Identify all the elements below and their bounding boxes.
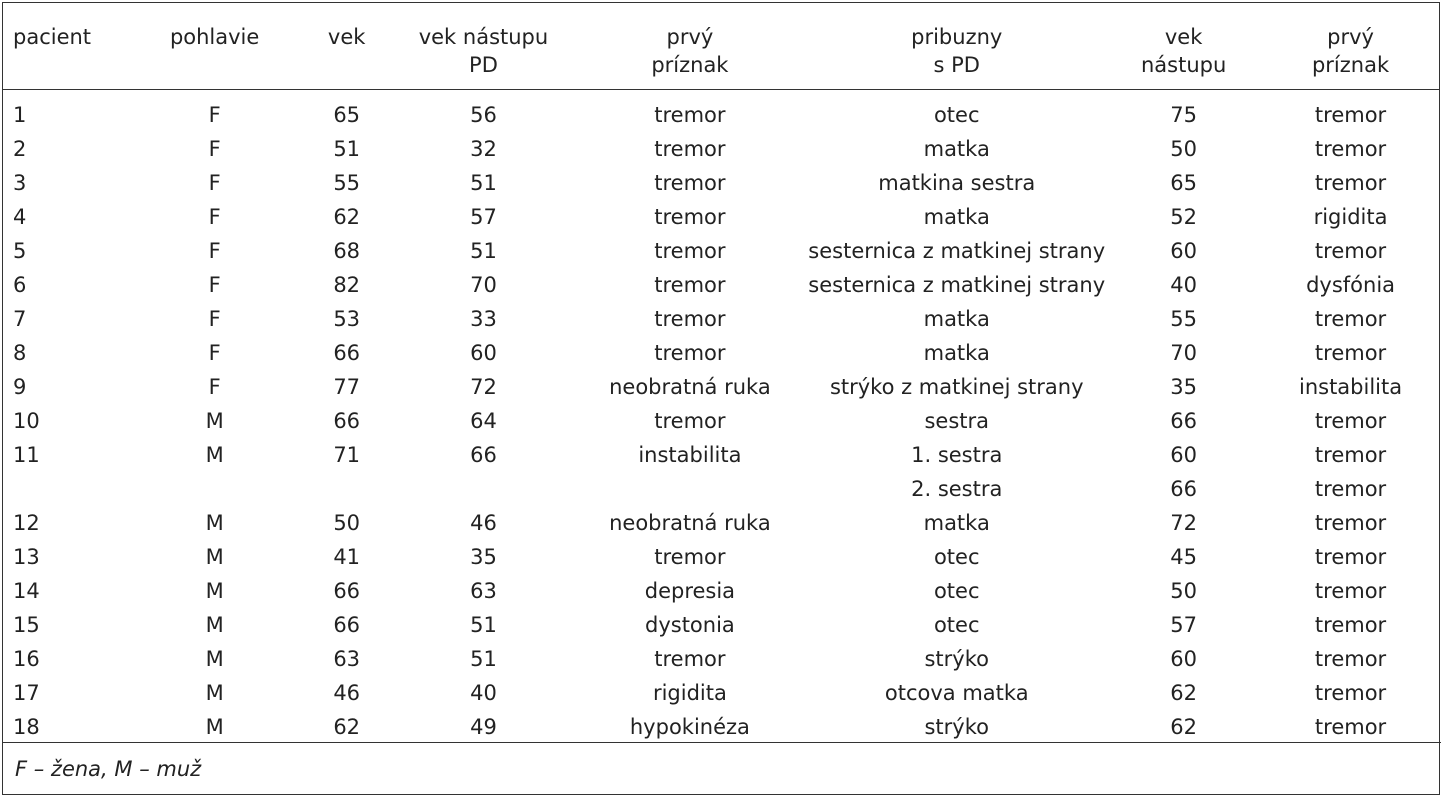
table-cell: tremor xyxy=(1314,409,1387,433)
table-cell: 18 xyxy=(13,715,40,739)
column-header xyxy=(1105,23,1262,90)
table-cell: 41 xyxy=(333,545,361,569)
table-cell xyxy=(3,472,131,506)
table-cell: otcova matka xyxy=(884,681,1029,705)
table-cell: F xyxy=(208,239,221,263)
table-cell: 13 xyxy=(13,545,40,569)
table-cell: 2 xyxy=(13,137,27,161)
table-cell: F xyxy=(208,307,221,331)
table-cell: 52 xyxy=(1170,205,1197,229)
table-cell: tremor xyxy=(1314,477,1387,501)
table-cell: 16 xyxy=(13,647,40,671)
table-row xyxy=(3,472,1439,506)
table-cell: instabilita xyxy=(1298,375,1403,399)
table-cell: otec xyxy=(933,103,980,127)
table-cell: 3 xyxy=(13,171,27,195)
table-cell: 51 xyxy=(470,613,497,637)
table-cell xyxy=(572,472,809,506)
column-header-line: s PD xyxy=(933,53,980,77)
table-cell: 66 xyxy=(333,613,361,637)
table-cell: neobratná ruka xyxy=(609,511,771,535)
table-cell: tremor xyxy=(654,205,726,229)
column-header xyxy=(3,23,131,90)
table-cell: strýko z matkinej strany xyxy=(829,375,1084,399)
table-row xyxy=(3,404,1439,438)
table-cell: 82 xyxy=(333,273,361,297)
footnote: F – žena, M – muž xyxy=(15,757,202,781)
table-cell: tremor xyxy=(1314,681,1387,705)
table-cell: tremor xyxy=(1314,715,1387,739)
table-cell: 56 xyxy=(470,103,497,127)
table-row xyxy=(3,370,1439,404)
table-cell: 60 xyxy=(470,341,497,365)
table-cell: M xyxy=(205,511,224,535)
table-cell: 68 xyxy=(333,239,361,263)
table-cell: tremor xyxy=(1314,545,1387,569)
table-row xyxy=(3,540,1439,574)
table-cell: 55 xyxy=(333,171,361,195)
table-cell: tremor xyxy=(654,341,726,365)
table-cell: strýko xyxy=(924,647,989,671)
table-cell: 72 xyxy=(470,375,497,399)
table-cell xyxy=(395,472,571,506)
column-header-line: nástupu xyxy=(1140,53,1227,77)
column-header-line: vek xyxy=(327,25,366,49)
table-cell: tremor xyxy=(654,307,726,331)
table-cell: F xyxy=(208,103,221,127)
table-cell: 51 xyxy=(333,137,361,161)
table-cell: M xyxy=(205,681,224,705)
table-cell: F xyxy=(208,375,221,399)
table-cell: sestra xyxy=(924,409,989,433)
table-cell: 60 xyxy=(1170,647,1197,671)
table-row xyxy=(3,676,1439,710)
table-cell: 50 xyxy=(1170,137,1197,161)
table-cell: 64 xyxy=(470,409,497,433)
table-cell: rigidita xyxy=(1313,205,1388,229)
column-header xyxy=(808,23,1105,90)
table-cell: 45 xyxy=(1170,545,1197,569)
table-cell: matka xyxy=(923,137,990,161)
table-cell: 9 xyxy=(13,375,27,399)
table-cell: M xyxy=(205,647,224,671)
table-cell: 46 xyxy=(333,681,361,705)
table-cell: 35 xyxy=(1170,375,1197,399)
table-cell: tremor xyxy=(1314,511,1387,535)
table-cell: F xyxy=(208,171,221,195)
column-header-line: vek xyxy=(1164,25,1203,49)
table-cell: 33 xyxy=(470,307,497,331)
table-cell: tremor xyxy=(1314,647,1387,671)
table-row xyxy=(3,132,1439,166)
table-cell: tremor xyxy=(654,171,726,195)
column-header-line: vek nástupu xyxy=(418,25,549,49)
table-cell: 77 xyxy=(333,375,361,399)
table-header xyxy=(3,23,1439,90)
table-row xyxy=(3,166,1439,200)
table-cell: instabilita xyxy=(638,443,742,467)
table-cell: otec xyxy=(933,613,980,637)
table-row xyxy=(3,90,1439,133)
table-cell: 17 xyxy=(13,681,40,705)
column-header-line: pohlavie xyxy=(169,25,260,49)
table-row xyxy=(3,438,1439,472)
table-cell: matka xyxy=(923,307,990,331)
table-body xyxy=(3,90,1439,745)
table-cell: 51 xyxy=(470,647,497,671)
table-cell: tremor xyxy=(1314,239,1387,263)
table-row xyxy=(3,200,1439,234)
table-cell: 4 xyxy=(13,205,27,229)
patients-table xyxy=(3,23,1439,744)
table-row xyxy=(3,574,1439,608)
column-header xyxy=(572,23,809,90)
table-row xyxy=(3,642,1439,676)
header-row xyxy=(3,23,1439,90)
table-cell: M xyxy=(205,613,224,637)
column-header-line: prvý xyxy=(1327,25,1374,49)
table-cell: tremor xyxy=(1314,103,1387,127)
table-cell: matkina sestra xyxy=(878,171,1036,195)
table-cell: otec xyxy=(933,545,980,569)
column-header-line: pacient xyxy=(13,25,92,49)
table-cell: 70 xyxy=(470,273,497,297)
table-cell: 32 xyxy=(470,137,497,161)
table-cell: tremor xyxy=(654,545,726,569)
table-cell: tremor xyxy=(1314,307,1387,331)
table-cell: 66 xyxy=(333,341,361,365)
table-cell: 11 xyxy=(13,443,40,467)
table-row xyxy=(3,302,1439,336)
table-cell: neobratná ruka xyxy=(609,375,771,399)
table-cell: tremor xyxy=(654,647,726,671)
table-cell: matka xyxy=(923,511,990,535)
table-cell: 62 xyxy=(1170,681,1197,705)
table-cell: 6 xyxy=(13,273,27,297)
column-header-line: príznak xyxy=(651,53,729,77)
table-cell: 35 xyxy=(470,545,497,569)
table-cell: 51 xyxy=(470,239,497,263)
table-cell: 14 xyxy=(13,579,40,603)
column-header xyxy=(395,23,571,90)
table-cell: 66 xyxy=(1170,477,1197,501)
table-cell: 63 xyxy=(333,647,361,671)
table-cell: 53 xyxy=(333,307,361,331)
table-cell: 1 xyxy=(13,103,27,127)
table-cell: 5 xyxy=(13,239,27,263)
table-cell: 60 xyxy=(1170,239,1197,263)
table-cell: strýko xyxy=(924,715,989,739)
table-cell: tremor xyxy=(654,103,726,127)
table-cell: tremor xyxy=(1314,613,1387,637)
column-header-line: PD xyxy=(469,53,498,77)
table-cell: rigidita xyxy=(652,681,727,705)
table-cell: 71 xyxy=(333,443,361,467)
table-cell: 62 xyxy=(333,715,361,739)
table-cell: 50 xyxy=(333,511,361,535)
table-row xyxy=(3,608,1439,642)
table-cell: tremor xyxy=(1314,171,1387,195)
table-cell: 57 xyxy=(470,205,497,229)
table-cell: 60 xyxy=(1170,443,1197,467)
table-cell xyxy=(298,472,395,506)
table-cell: 40 xyxy=(1170,273,1197,297)
table-cell: 46 xyxy=(470,511,497,535)
table-frame xyxy=(2,2,1440,795)
table-cell: 1. sestra xyxy=(911,443,1003,467)
table-cell: M xyxy=(205,545,224,569)
table-cell: tremor xyxy=(1314,341,1387,365)
table-cell: M xyxy=(205,443,224,467)
table-cell: 40 xyxy=(470,681,497,705)
column-header xyxy=(1262,23,1439,90)
table-cell: F xyxy=(208,137,221,161)
table-cell: matka xyxy=(923,205,990,229)
table-cell: F xyxy=(208,205,221,229)
table-cell: tremor xyxy=(1314,579,1387,603)
table-cell: 7 xyxy=(13,307,27,331)
table-cell: 65 xyxy=(333,103,361,127)
table-cell: 62 xyxy=(333,205,361,229)
table-cell: 72 xyxy=(1170,511,1197,535)
table-cell: 10 xyxy=(13,409,40,433)
column-header-line: prvý xyxy=(666,25,714,49)
table-cell: sesternica z matkinej strany xyxy=(808,239,1106,263)
table-cell: 15 xyxy=(13,613,40,637)
table-cell: otec xyxy=(933,579,980,603)
table-cell: M xyxy=(205,715,224,739)
table-cell: 8 xyxy=(13,341,27,365)
table-row xyxy=(3,336,1439,370)
table-cell: 66 xyxy=(333,409,361,433)
table-cell: hypokinéza xyxy=(629,715,750,739)
table-cell: 75 xyxy=(1170,103,1197,127)
table-cell: sesternica z matkinej strany xyxy=(808,273,1106,297)
table-cell: 63 xyxy=(470,579,497,603)
table-row xyxy=(3,506,1439,540)
table-cell: dystonia xyxy=(645,613,735,637)
table-cell: dysfónia xyxy=(1306,273,1396,297)
table-cell xyxy=(131,472,298,506)
table-cell: 62 xyxy=(1170,715,1197,739)
table-cell: 55 xyxy=(1170,307,1197,331)
table-cell: 2. sestra xyxy=(911,477,1003,501)
column-header xyxy=(131,23,298,90)
table-cell: tremor xyxy=(654,273,726,297)
column-header xyxy=(298,23,395,90)
table-cell: 49 xyxy=(470,715,497,739)
table-cell: M xyxy=(205,579,224,603)
table-cell: 50 xyxy=(1170,579,1197,603)
table-cell: F xyxy=(208,273,221,297)
table-cell: 65 xyxy=(1170,171,1197,195)
table-row xyxy=(3,234,1439,268)
table-cell: F xyxy=(208,341,221,365)
table-cell: 70 xyxy=(1170,341,1197,365)
table-cell: tremor xyxy=(654,137,726,161)
table-cell: M xyxy=(205,409,224,433)
table-cell: 66 xyxy=(333,579,361,603)
table-cell: tremor xyxy=(654,239,726,263)
table-cell: depresia xyxy=(644,579,736,603)
table-cell: tremor xyxy=(654,409,726,433)
table-cell: 66 xyxy=(1170,409,1197,433)
table-cell: 57 xyxy=(1170,613,1197,637)
table-cell: 12 xyxy=(13,511,40,535)
table-cell: 51 xyxy=(470,171,497,195)
table-row xyxy=(3,268,1439,302)
column-header-line: príznak xyxy=(1311,53,1390,77)
footnote-divider xyxy=(3,742,1441,743)
table-cell: matka xyxy=(923,341,990,365)
table-cell: tremor xyxy=(1314,137,1387,161)
table-cell: 66 xyxy=(470,443,497,467)
table-cell: tremor xyxy=(1314,443,1387,467)
column-header-line: pribuzny xyxy=(911,25,1003,49)
table-row xyxy=(3,710,1439,744)
